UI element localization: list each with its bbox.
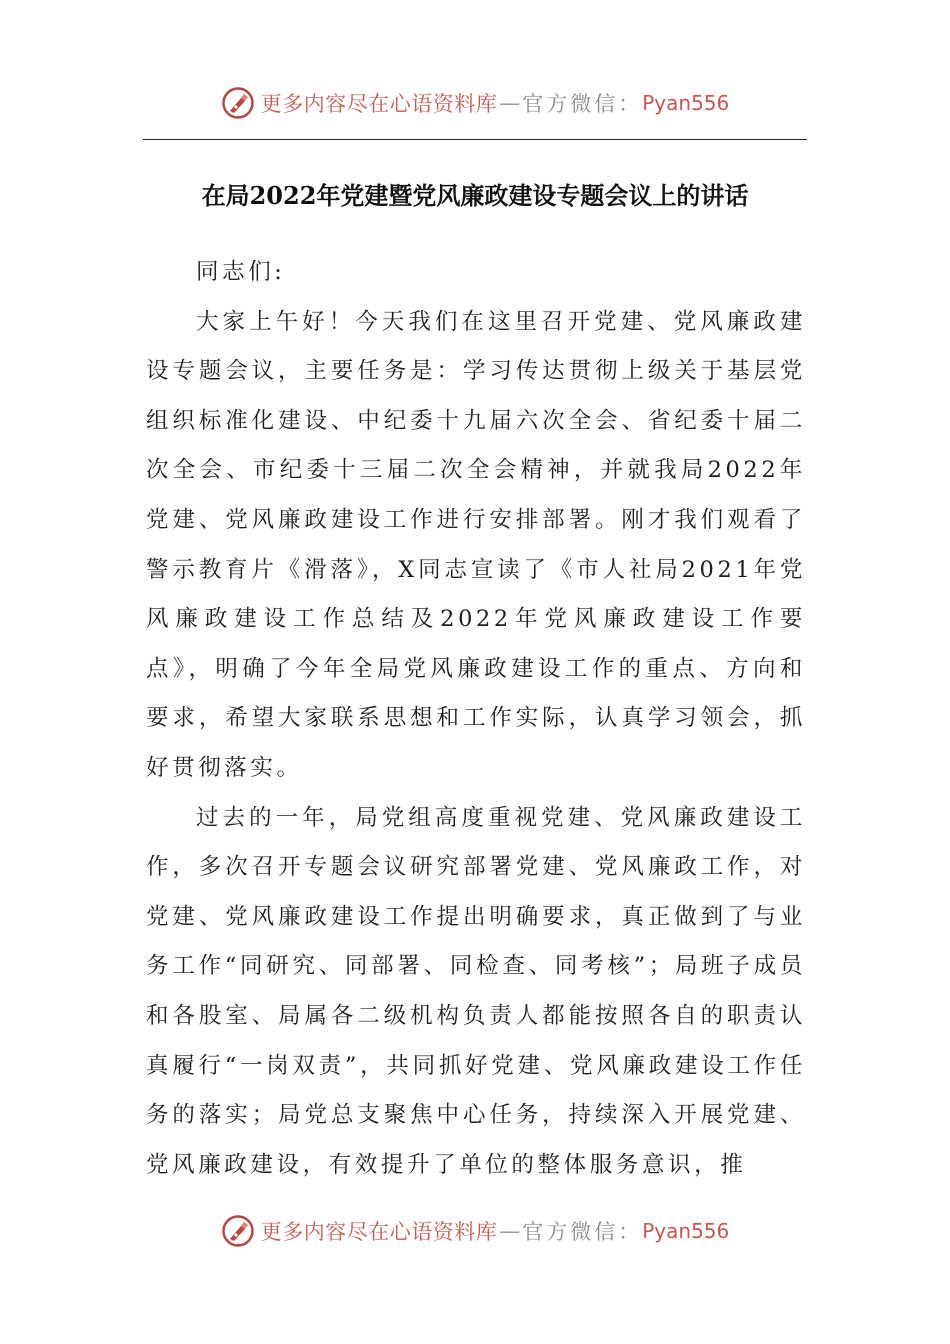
pen-nib-logo-icon [221,1214,255,1248]
document-title: 在局2022年党建暨党风廉政建设专题会议上的讲话 [201,181,749,210]
banner-wechat-label: 官方微信： [522,92,643,116]
banner-dash: — [499,91,521,115]
banner-dash: — [499,1219,521,1243]
header-banner [0,79,950,127]
banner-main-text: 更多内容尽在心语资料库 [260,1220,498,1244]
document-body [146,248,806,1190]
body-paragraph: 过去的一年，局党组高度重视党建、党风廉政建设工作，多次召开专题会议研究部署党建、党风廉政工作，对党建、党风廉政建设工作提出明确要求，真正做到了与业务工作“同研究、同部署、同检查、同考核”；局班子成员和各股室、局属各二级机构负责人都能按照各自的职责认真履行“一岗双责”，共同抓好党建、党风廉政建设工作任务的落实；局党总支聚焦中心任务，持续深入开展党建、党风廉政建设，有效提升了单位的整体服务意识，推 [146,804,806,1178]
footer-banner [0,1207,950,1255]
header-divider [143,139,807,140]
body-paragraph: 大家上午好！今天我们在这里召开党建、党风廉政建设专题会议，主要任务是：学习传达贯彻上级关于基层党组织标准化建设、中纪委十九届六次全会、省纪委十届二次全会、市纪委十三届二次全会精神，并就我局2022年党建、党风廉政建设工作进行安排部署。刚才我们观看了警示教育片《滑落》，X同志宣读了《市人社局2021年党风廉政建设工作总结及2022年党风廉政建设工作要点》，明确了今年全局党风廉政建设工作的重点、方向和要求，希望大家联系思想和工作实际，认真学习领会，抓好贯彻落实。 [146,308,806,781]
banner-wechat-id: Pyan556 [642,1219,730,1243]
pen-nib-logo-icon [221,86,255,120]
banner-wechat-label: 官方微信： [522,1220,643,1244]
banner-wechat-id: Pyan556 [642,91,730,115]
banner-main-text: 更多内容尽在心语资料库 [260,92,498,116]
salutation: 同志们: [196,259,286,285]
